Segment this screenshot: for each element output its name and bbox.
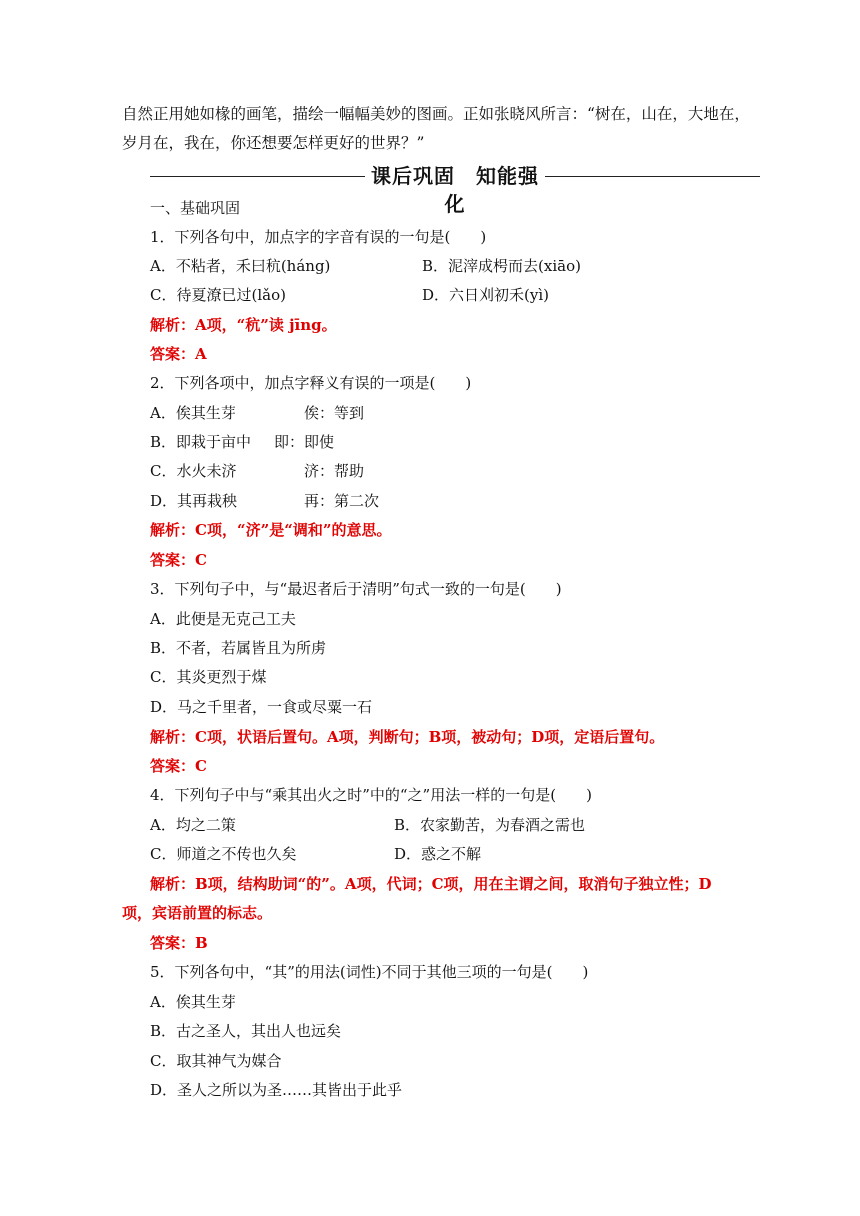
answer: 答案：C xyxy=(150,551,207,569)
question-stem: 1．下列各句中，加点字的字音有误的一句是( ) xyxy=(150,228,487,246)
option-a-definition: 俟：等到 xyxy=(304,404,365,422)
option-d: D．马之千里者，一食或尽粟一石 xyxy=(150,698,373,716)
answer: 答案：C xyxy=(150,757,207,775)
option-c-definition: 济：帮助 xyxy=(304,462,365,480)
option-a: A．俟其生芽 xyxy=(150,993,236,1011)
option-b: B．不者，若属皆且为所虏 xyxy=(150,639,327,657)
option-d: D．惑之不解 xyxy=(394,845,482,863)
option-d-definition: 再：第二次 xyxy=(304,492,380,510)
analysis-line-2: 项，宾语前置的标志。 xyxy=(122,904,273,922)
option-c: C．待夏潦已过(lǎo) xyxy=(150,286,286,304)
analysis: 解析：C项，状语后置句。A项，判断句；B项，被动句；D项，定语后置句。 xyxy=(150,728,665,746)
intro-line-2: 岁月在，我在，你还想要怎样更好的世界？” xyxy=(122,134,425,152)
option-b: B．农家勤苦，为春酒之需也 xyxy=(394,816,586,834)
part-heading: 一、基础巩固 xyxy=(150,199,241,217)
answer: 答案：B xyxy=(150,934,208,952)
intro-line-1: 自然正用她如椽的画笔，描绘一幅幅美妙的图画。正如张晓风所言：“树在，山在，大地在， xyxy=(122,105,750,123)
option-d: D．六日刈初禾(yì) xyxy=(422,286,550,304)
option-c: C．水火未济 xyxy=(150,462,237,480)
header-rule-left xyxy=(150,176,365,177)
analysis-line-1: 解析：B项，结构助词“的”。A项，代词；C项，用在主谓之间，取消句子独立性；D xyxy=(150,875,712,893)
answer: 答案：A xyxy=(150,345,207,363)
header-rule-right xyxy=(545,176,760,177)
option-c: C．其炎更烈于煤 xyxy=(150,668,267,686)
question-stem: 5．下列各句中，“其”的用法(词性)不同于其他三项的一句是( ) xyxy=(150,963,589,981)
option-b: B．泥滓成枵而去(xiāo) xyxy=(422,257,581,275)
option-a: A．俟其生芽 xyxy=(150,404,236,422)
option-a: A．均之二策 xyxy=(150,816,236,834)
question-stem: 2．下列各项中，加点字释义有误的一项是( ) xyxy=(150,374,472,392)
option-c: C．取其神气为媒合 xyxy=(150,1052,282,1070)
option-a: A．此便是无克己工夫 xyxy=(150,610,296,628)
section-title: 课后巩固 知能强化 xyxy=(371,164,539,216)
option-a: A．不粘者，禾曰秔(háng) xyxy=(150,257,331,275)
option-b: B．古之圣人，其出人也远矣 xyxy=(150,1022,342,1040)
analysis: 解析：A项，“秔”读 jīng。 xyxy=(150,316,337,334)
question-stem: 4．下列句子中与“乘其出火之时”中的“之”用法一样的一句是( ) xyxy=(150,786,592,804)
option-b: B．即栽于亩中 xyxy=(150,433,252,451)
option-d: D．圣人之所以为圣……其皆出于此乎 xyxy=(150,1081,403,1099)
analysis: 解析：C项，“济”是“调和”的意思。 xyxy=(150,521,392,539)
option-c: C．师道之不传也久矣 xyxy=(150,845,297,863)
option-d: D．其再栽秧 xyxy=(150,492,238,510)
question-stem: 3．下列句子中，与“最迟者后于清明”句式一致的一句是( ) xyxy=(150,580,562,598)
option-b-definition: 即：即使 xyxy=(274,433,335,451)
